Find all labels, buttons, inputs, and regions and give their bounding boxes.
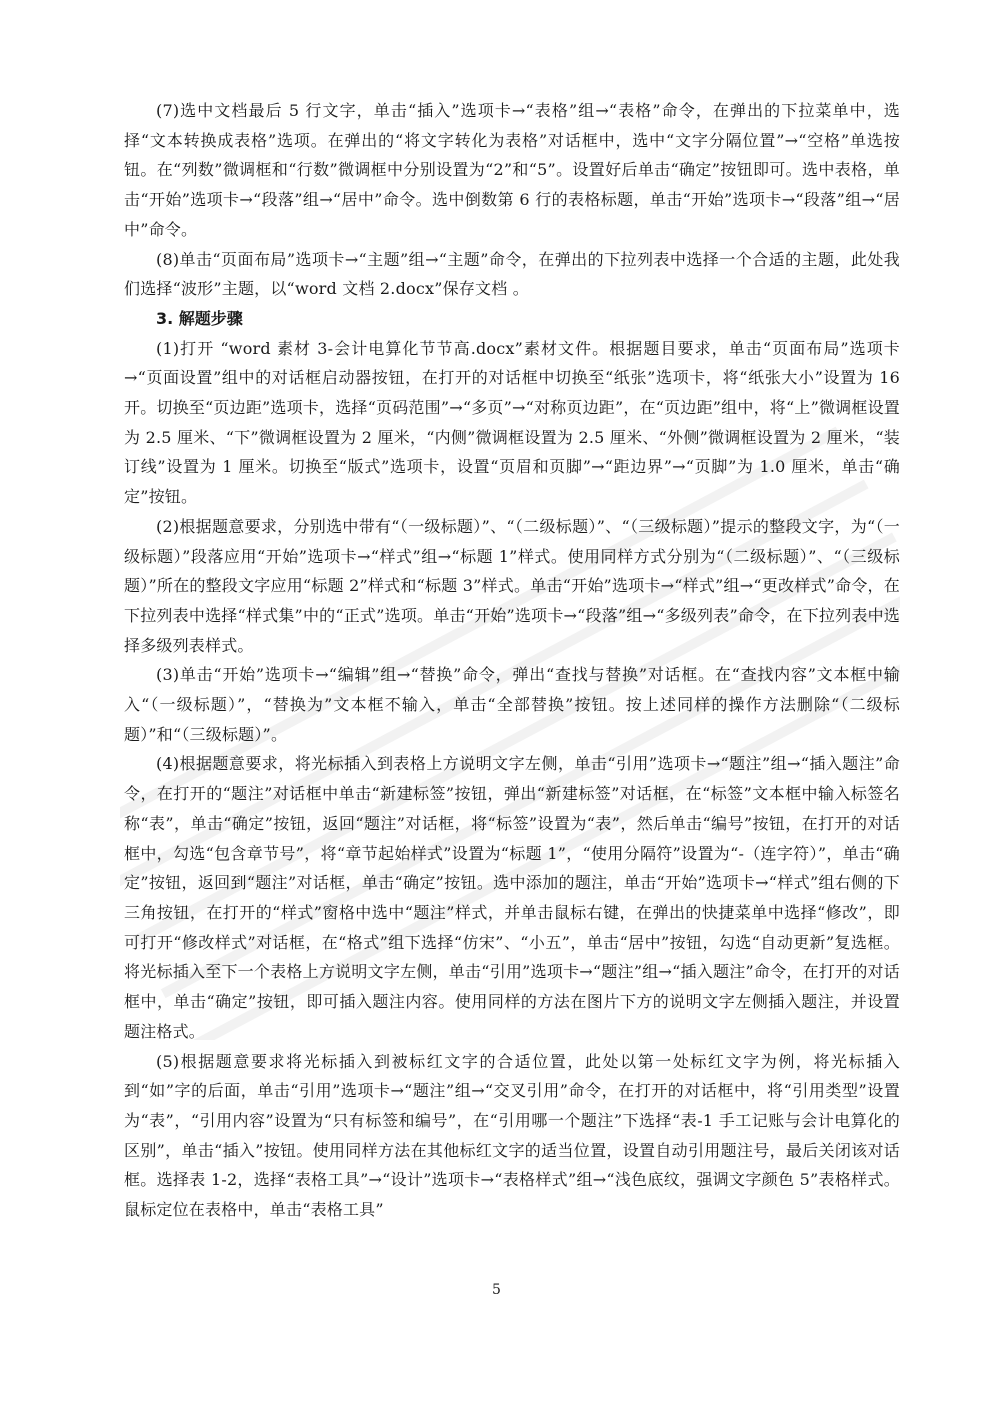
paragraph-solution-5: (5)根据题意要求将光标插入到被标红文字的合适位置，此处以第一处标红文字为例，将光标插入到“如”字的后面，单击“引用”选项卡→“题注”组→“交叉引用”命令，在打开的对话框中，将“引用类型”设置为“表”，“引用内容”设置为“只有标签和编号”，在“引用哪一个题注”下选择“表-1 手工记账与会计电算化的区别”，单击“插入”按钮。使用同样方法在其他标红文字的适当位置，设置自动引用题注号，最后关闭该对话框。选择表 1-2，选择“表格工具”→“设计”选项卡→“表格样式”组→“浅色底纹，强调文字颜色 5”表格样式。鼠标定位在表格中，单击“表格工具”	[124, 1051, 900, 1220]
paragraph-solution-4: (4)根据题意要求，将光标插入到表格上方说明文字左侧，单击“引用”选项卡→“题注”组→“插入题注”命令，在打开的“题注”对话框中单击“新建标签”按钮，弹出“新建标签”对话框，在“标签”文本框中输入标签名称“表”，单击“确定”按钮，返回“题注”对话框，将“标签”设置为“表”，然后单击“编号”按钮，在打开的对话框中，勾选“包含章节号”，将“章节起始样式”设置为“标题 1”，“使用分隔符”设置为“-（连字符）”，单击“确定”按钮，返回到“题注”对话框，单击“确定”按钮。选中添加的题注，单击“开始”选项卡→“样式”组右侧的下三角按钮，在打开的“样式”窗格中选中“题注”样式，并单击鼠标右键，在弹出的快捷菜单中选择“修改”，即可打开“修改样式”对话框，在“格式”组下选择“仿宋”、“小五”，单击“居中”按钮，勾选“自动更新”复选框。将光标插入至下一个表格上方说明文字左侧，单击“引用”选项卡→“题注”组→“插入题注”命令，在打开的对话框中，单击“确定”按钮，即可插入题注内容。使用同样的方法在图片下方的说明文字左侧插入题注，并设置题注格式。	[124, 754, 900, 1041]
paragraph-step-7: (7)选中文档最后 5 行文字，单击“插入”选项卡→“表格”组→“表格”命令，在弹出的下拉菜单中，选择“文本转换成表格”选项。在弹出的“将文字转化为表格”对话框中，选中“文字分隔位置”→“空格”单选按钮。在“列数”微调框和“行数”微调框中分别设置为“2”和“5”。设置好后单击“确定”按钮即可。选中表格，单击“开始”选项卡→“段落”组→“居中”命令。选中倒数第 6 行的表格标题，单击“开始”选项卡→“段落”组→“居中”命令。	[124, 101, 900, 239]
page-number: 5	[492, 1282, 501, 1298]
paragraph-step-8: (8)单击“页面布局”选项卡→“主题”组→“主题”命令，在弹出的下拉列表中选择一个合适的主题，此处我们选择“波形”主题，以“word 文档 2.docx”保存文档 。	[124, 249, 900, 299]
paragraph-solution-2: (2)根据题意要求，分别选中带有“（一级标题）”、“（二级标题）”、“（三级标题）”提示的整段文字，为“（一级标题）”段落应用“开始”选项卡→“样式”组→“标题 1”样式。使用同样方式分别为“（二级标题）”、“（三级标题）”所在的整段文字应用“标题 2”样式和“标题 3”样式。单击“开始”选项卡→“样式”组→“更改样式”命令，在下拉列表中选择“样式集”中的“正式”选项。单击“开始”选项卡→“段落”组→“多级列表”命令，在下拉列表中选择多级列表样式。	[124, 516, 900, 655]
paragraph-solution-3: (3)单击“开始”选项卡→“编辑”组→“替换”命令，弹出“查找与替换”对话框。在“查找内容”文本框中输入“（一级标题）”，“替换为”文本框不输入，单击“全部替换”按钮。按上述同样的操作方法删除“（二级标题）”和“（三级标题）”。	[124, 665, 900, 744]
document-body	[124, 96, 900, 1225]
paragraph-solution-1: (1)打开 “word 素材 3-会计电算化节节高.docx”素材文件。根据题目要求，单击“页面布局”选项卡→“页面设置”组中的对话框启动器按钮，在打开的对话框中切换至“纸张”选项卡，将“纸张大小”设置为 16 开。切换至“页边距”选项卡，选择“页码范围”→“多页”→“对称页边距”，在“页边距”组中，将“上”微调框设置为 2.5 厘米、“下”微调框设置为 2 厘米，“内侧”微调框设置为 2.5 厘米、“外侧”微调框设置为 2 厘米，“装订线”设置为 1 厘米。切换至“版式”选项卡，设置“页眉和页脚”→“距边界”→“页脚”为 1.0 厘米，单击“确定”按钮。	[124, 338, 900, 507]
section-heading: 3. 解题步骤	[156, 308, 243, 328]
